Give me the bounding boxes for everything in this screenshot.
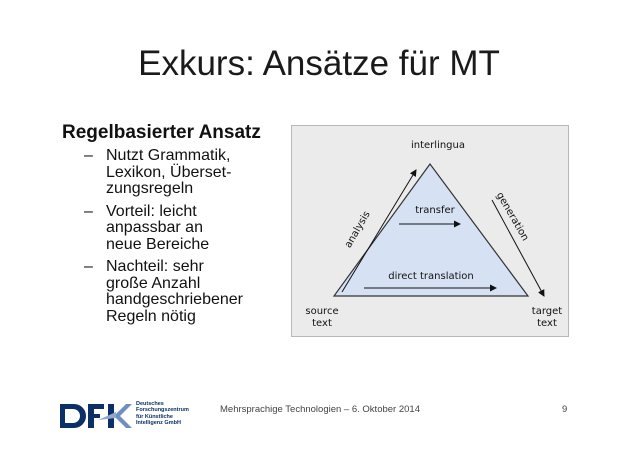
logo-text-line: für Künstliche [136, 413, 173, 420]
bullet-line: zungsregeln [106, 180, 194, 197]
bullet-line: Nutzt Grammatik, [106, 147, 231, 164]
footer-text: Mehrsprachige Technologien – 6. Oktober 2014 [220, 404, 420, 415]
bullet-dash: – [84, 202, 93, 220]
direct-translation-label: direct translation [388, 271, 474, 282]
transfer-label: transfer [415, 205, 455, 216]
bullet-line: Vorteil: leicht [106, 202, 197, 220]
slide-title: Exkurs: Ansätze für MT [138, 44, 500, 83]
bullet-list [84, 148, 289, 331]
bullet-line: Nachteil: sehr [106, 258, 204, 275]
bullet-line: große Anzahl [106, 274, 201, 292]
interlingua-label: interlingua [410, 140, 466, 151]
bullet-item [84, 148, 289, 198]
bullet-line: handgeschriebener [106, 291, 243, 308]
section-heading: Regelbasierter Ansatz [62, 122, 261, 143]
logo-text [136, 401, 189, 426]
logo-text-line: Forschungszentrum [136, 407, 189, 414]
target-text-label: target [531, 306, 563, 317]
target-text-label: text [537, 318, 557, 329]
page-number: 9 [562, 404, 568, 415]
bullet-line: Regeln nötig [106, 307, 196, 325]
bullet-line: anpassbar an [106, 219, 203, 236]
bullet-line: neue Bereiche [106, 235, 210, 253]
source-text-label: source [305, 306, 339, 317]
bullet-item [84, 204, 289, 254]
logo-text-line: Deutsches [136, 401, 164, 407]
dfki-logo [58, 400, 189, 432]
dfki-logo-icon [58, 400, 134, 432]
bullet-dash: – [84, 258, 93, 275]
logo-text-line: Intelligenz GmbH [136, 419, 181, 426]
generation-label: generation [493, 190, 531, 244]
bullet-line: Lexikon, Überset- [106, 163, 232, 181]
vauquois-triangle-figure [291, 125, 569, 337]
bullet-dash: – [84, 147, 93, 164]
source-text-label: text [312, 318, 332, 329]
analysis-label: analysis [342, 209, 373, 251]
triangle-diagram [292, 126, 570, 338]
bullet-item [84, 259, 289, 325]
